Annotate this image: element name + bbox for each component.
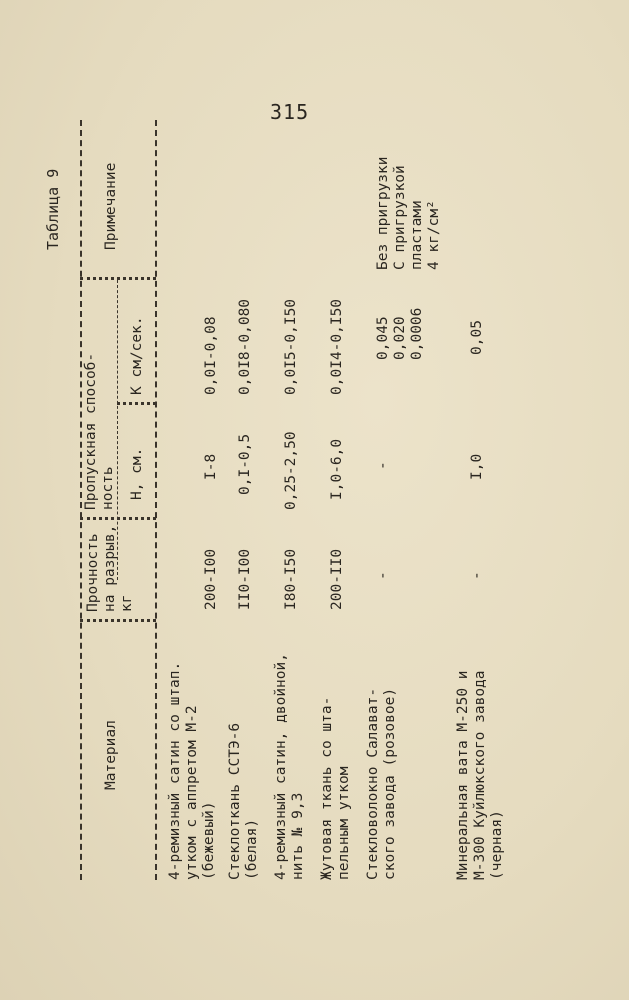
row5-note: Без пригрузки С пригрузкой пластами 4 кг/см² xyxy=(375,156,442,270)
rotated-table xyxy=(44,120,575,940)
row5-material: Стекловолокно Салават- ского завода (розовое) xyxy=(365,687,398,880)
row4-material: Жутовая ткань со шта- пельным утком xyxy=(319,696,352,880)
row3-strength: I80-I50 xyxy=(283,548,299,610)
row1-material: 4-ремизный сатин со штап. утком с аппретом М-2 (бежевый) xyxy=(167,661,217,880)
row5-strength: - xyxy=(375,571,391,580)
table-caption: Таблица 9 xyxy=(44,168,62,250)
header-separator-4 xyxy=(80,277,156,280)
row6-k: 0,05 xyxy=(469,320,485,355)
row4-strength: 200-II0 xyxy=(329,548,345,610)
header-bottom-rule xyxy=(155,120,157,880)
header-material: Материал xyxy=(103,720,119,790)
row6-h: I,0 xyxy=(469,453,485,480)
row5-k: 0,045 0,020 0,0006 xyxy=(375,307,425,360)
row6-strength: - xyxy=(469,571,485,580)
header-perm-k: К см/сек. xyxy=(129,316,145,395)
page-number: 315 xyxy=(270,100,310,124)
row3-h: 0,25-2,50 xyxy=(283,431,299,510)
row2-h: 0,I-0,5 xyxy=(237,433,253,495)
table-top-rule xyxy=(80,120,82,880)
header-separator-1 xyxy=(80,619,156,622)
row5-h: - xyxy=(375,461,391,470)
row2-strength: II0-I00 xyxy=(237,548,253,610)
row1-strength: 200-I00 xyxy=(203,548,219,610)
header-separator-2 xyxy=(80,517,156,520)
row2-k: 0,0I8-0,080 xyxy=(237,298,253,395)
row6-material: Минеральная вата М-250 и М-300 Куйлюкского завода (черная) xyxy=(455,670,505,880)
row2-material: Стеклоткань ССТЭ-6 (белая) xyxy=(227,722,260,880)
row1-h: I-8 xyxy=(203,453,219,480)
header-perm-h: Н, см. xyxy=(129,447,145,500)
row3-k: 0,0I5-0,I50 xyxy=(283,298,299,395)
header-strength: Прочность на разрыв, кг xyxy=(85,524,135,612)
row1-k: 0,0I-0,08 xyxy=(203,316,219,395)
row3-material: 4-ремизный сатин, двойной, нить № 9,3 xyxy=(273,653,306,880)
header-separator-3 xyxy=(117,402,156,405)
header-permeability: Пропускная способ- ность xyxy=(83,352,116,510)
row4-k: 0,0I4-0,I50 xyxy=(329,298,345,395)
row4-h: I,0-6,0 xyxy=(329,438,345,500)
header-note: Примечание xyxy=(103,162,119,250)
